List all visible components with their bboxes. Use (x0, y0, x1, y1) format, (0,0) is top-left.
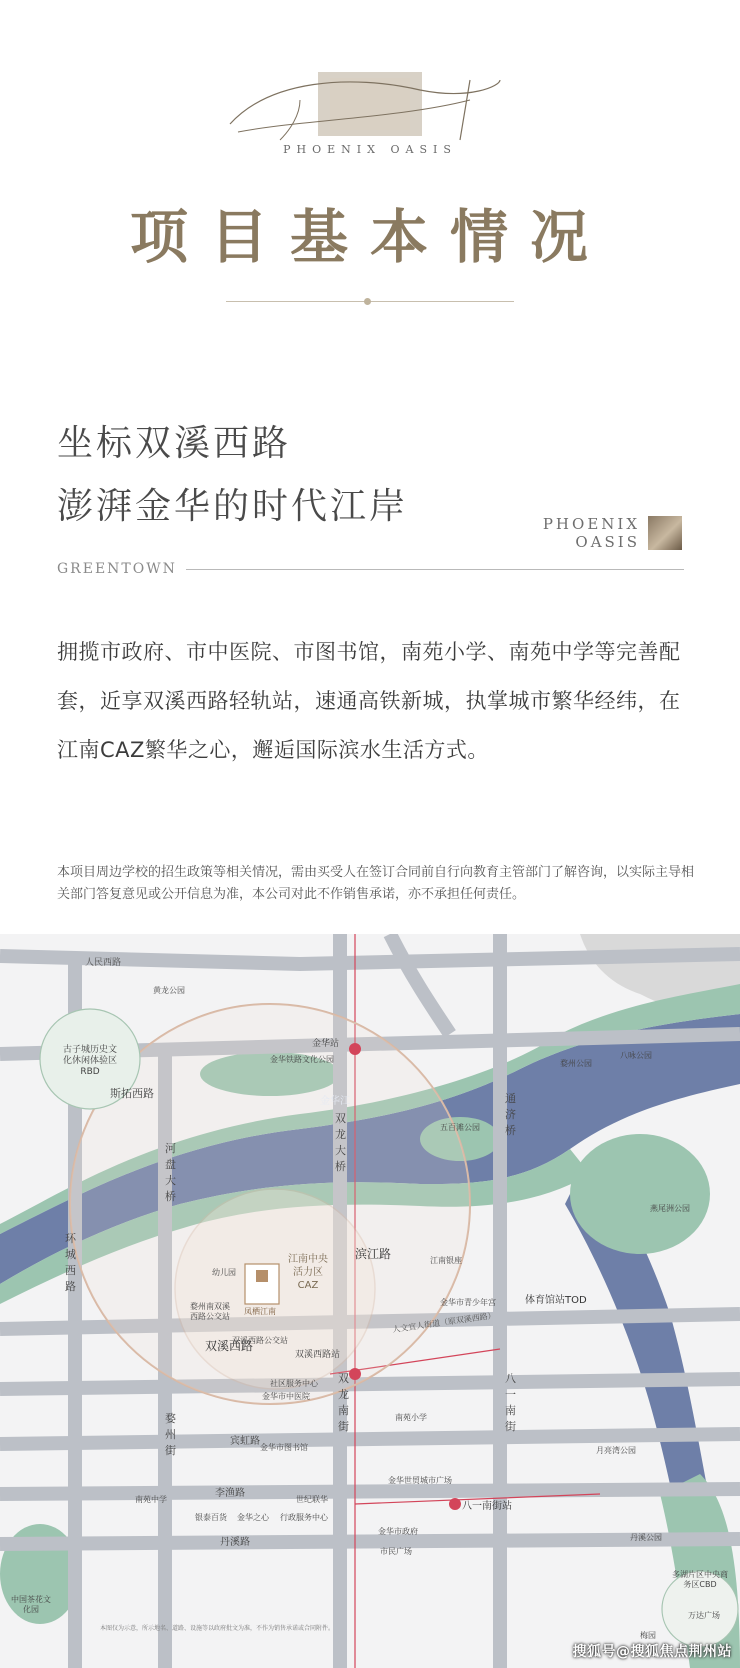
label-wubaitan: 五百滩公园 (440, 1123, 480, 1132)
label-tod: 体育馆站TOD (525, 1295, 587, 1306)
jinhua-station-marker (349, 1043, 361, 1055)
label-library: 金华市图书馆 (260, 1443, 308, 1452)
brand-line-1: PHOENIX (542, 515, 640, 533)
label-shequ: 社区服务中心 (270, 1379, 318, 1388)
label-park1: 婺州公园 (560, 1059, 592, 1068)
label-rbd: 古子城历史文化休闲体验区RBD (62, 1045, 117, 1077)
label-caz: 江南中央活力区CAZ (288, 1254, 328, 1291)
label-kindergarten: 幼儿园 (212, 1268, 236, 1277)
heading-line-2: 澎湃金华的时代江岸 (57, 486, 409, 527)
label-tongxin: 人文宜人街道（原双溪西路） (391, 1310, 497, 1335)
road-label-hepan: 河盘大桥 (165, 1142, 176, 1203)
label-plaza: 市民广场 (380, 1547, 412, 1556)
logo-subtitle: PHOENIX OASIS (283, 143, 457, 156)
map-footnote: 本图仅为示意，所示地名、道路、设施等以政府批文为准，不作为销售承诺或合同附件。 (100, 1625, 335, 1632)
road-label-shuangxi: 双溪西路 (205, 1339, 254, 1353)
road-label-tongji: 通济桥 (505, 1092, 516, 1137)
label-yinzuo: 银泰百货 (195, 1513, 227, 1522)
brand-line-2: OASIS (575, 533, 640, 551)
road-label-huancheng: 环城西路 (65, 1232, 76, 1293)
road-label-shuanglong: 双龙大桥 (335, 1112, 346, 1173)
title-divider-dot (364, 298, 371, 305)
yanwei-island (570, 1134, 710, 1254)
label-park6: 梅园 (640, 1631, 656, 1640)
road-label-shuanglongnan: 双龙南街 (338, 1372, 349, 1433)
label-park7: 黄龙公园 (153, 986, 185, 995)
road-label-bayi: 八一南街 (505, 1372, 516, 1433)
road-label-danxi: 丹溪路 (220, 1537, 250, 1548)
watermark: 搜狐号@搜狐焦点荆州站 (572, 1644, 732, 1660)
greentown-label: GREENTOWN (57, 561, 177, 577)
label-project: 凤栖江南 (244, 1307, 276, 1316)
road-label-lixi: 李渔路 (215, 1488, 245, 1499)
road-label-binjiang: 滨江路 (355, 1247, 392, 1261)
label-cbd: 多湖片区中央商务区CBD (672, 1570, 728, 1589)
label-service: 行政服务中心 (280, 1513, 328, 1522)
label-park2: 燕尾洲公园 (650, 1204, 690, 1213)
label-jinhua-zhixin: 金华之心 (237, 1513, 269, 1522)
road-label-binhong2: 宾虹路 (230, 1436, 260, 1447)
label-wuzhou-bus: 婺州南双溪西路公交站 (190, 1302, 230, 1321)
label-nanyuan-mid: 南苑中学 (135, 1495, 167, 1504)
road-label-wuzhou: 婺州街 (165, 1412, 176, 1457)
road-label-binhong: 斯拓西路 (110, 1087, 154, 1100)
label-railway-park: 金华铁路文化公园 (270, 1055, 334, 1064)
heading-line-1: 坐标双溪西路 (57, 423, 292, 464)
label-bus-station: 双溪西路公交站 (232, 1336, 288, 1345)
page-title: 项目基本情况 (129, 203, 610, 271)
label-shuangxi-station: 双溪西路站 (295, 1350, 341, 1360)
label-bayi-station: 八一南街站 (462, 1501, 512, 1512)
river-label-jinhua: 金华江 (320, 1096, 350, 1107)
label-park5: 丹溪公园 (630, 1533, 662, 1542)
label-jinhua-station: 金华站 (312, 1039, 340, 1049)
label-mall: 金华世贸城市广场 (388, 1476, 452, 1485)
brand-emblem-icon (648, 516, 682, 550)
label-nanyuan-school: 南苑小学 (395, 1413, 427, 1422)
road-label-renmin: 人民西路 (85, 958, 122, 968)
bayi-station-marker (449, 1498, 461, 1510)
brand-wordmark (540, 515, 640, 551)
label-culture: 中国茶花文化园 (11, 1595, 51, 1614)
label-wanda: 万达广场 (688, 1611, 720, 1620)
label-hospital: 金华市中医院 (262, 1392, 310, 1401)
label-gov: 金华市政府 (378, 1527, 418, 1536)
label-youth-palace: 金华市青少年宫 (440, 1298, 496, 1307)
label-park3: 八咏公园 (620, 1051, 652, 1060)
label-shiji: 世纪联华 (296, 1495, 328, 1504)
part1-logo (0, 60, 740, 180)
greentown-divider (186, 569, 684, 570)
label-jiangnan: 江南银座 (430, 1256, 462, 1265)
intro-paragraph: 拥揽市政府、市中医院、市图书馆，南苑小学、南苑中学等完善配套，近享双溪西路轻轨站，速通高铁新城，执掌城市繁华经纬，在江南CAZ繁华之心，邂逅国际滨水生活方式。 (57, 640, 681, 762)
disclaimer-text: 本项目周边学校的招生政策等相关情况，需由买受人在签订合同前自行向教育主管部门了解咨询，以实际主导相关部门答复意见或公开信息为准，本公司对此不作销售承诺，亦不承担任何责任。 (57, 865, 695, 902)
label-park4: 月亮湾公园 (596, 1446, 636, 1455)
